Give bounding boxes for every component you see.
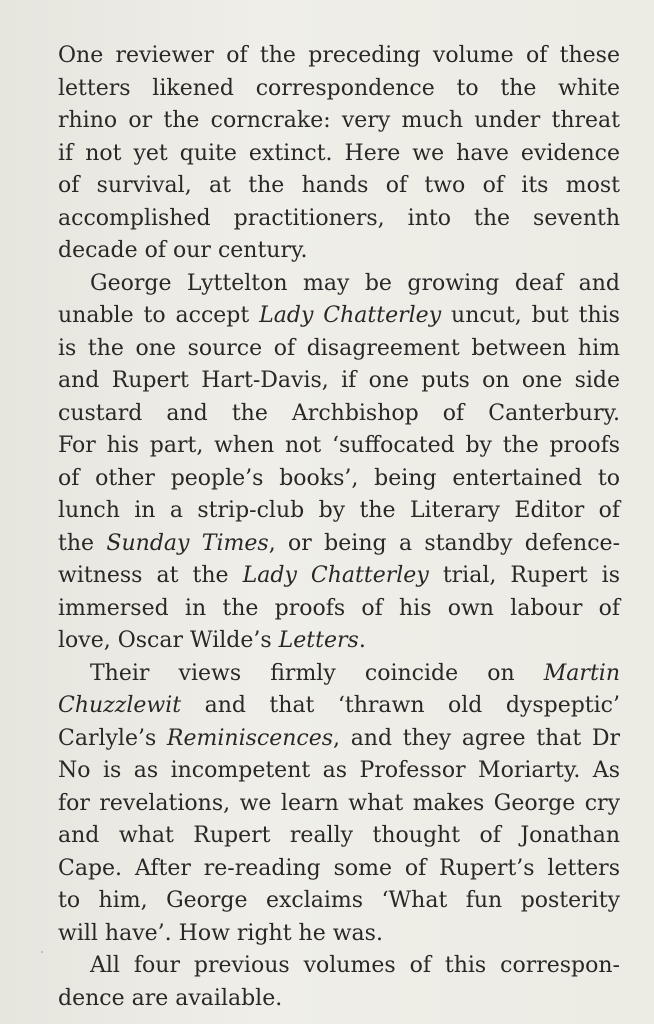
text-line bbox=[58, 690, 620, 723]
text-line bbox=[58, 365, 620, 398]
text-line bbox=[58, 755, 620, 788]
text-run: George Lyttelton may be growing deaf and bbox=[90, 270, 620, 296]
text-line bbox=[58, 723, 620, 756]
text-line bbox=[58, 203, 620, 236]
text-run: immersed in the proofs of his own labour of bbox=[58, 595, 620, 621]
text-line bbox=[58, 73, 620, 106]
italic-title: Chuzzlewit bbox=[58, 693, 182, 718]
text-line bbox=[58, 430, 620, 463]
text-line bbox=[58, 853, 620, 886]
text-run: Their views firmly coincide on bbox=[90, 660, 544, 686]
text-line bbox=[58, 170, 620, 203]
text-run: will have’. How right he was. bbox=[58, 920, 383, 946]
text-run: unable to accept bbox=[58, 303, 260, 328]
text-line bbox=[58, 983, 620, 1016]
text-line bbox=[58, 788, 620, 821]
italic-title: Letters bbox=[278, 628, 359, 653]
italic-title: Lady Chatterley bbox=[259, 303, 442, 328]
text-line bbox=[58, 235, 620, 268]
text-run: of other people’s books’, being entertained to bbox=[58, 465, 620, 491]
text-run: All four previous volumes of this correspon- bbox=[90, 953, 620, 978]
italic-title: Martin bbox=[543, 660, 620, 686]
text-run: and Rupert Hart-Davis, if one puts on one side bbox=[58, 368, 620, 393]
text-run: Carlyle’s bbox=[58, 725, 167, 751]
text-run: and what Rupert really thought of Jonathan bbox=[58, 823, 620, 848]
text-run: One reviewer of the preceding volume of these bbox=[58, 43, 620, 68]
text-run: if not yet quite extinct. Here we have evidence bbox=[58, 140, 620, 166]
text-line bbox=[58, 495, 620, 528]
text-line bbox=[58, 658, 620, 691]
text-line bbox=[58, 398, 620, 431]
text-line bbox=[58, 918, 620, 951]
text-line bbox=[58, 560, 620, 593]
text-run: and that ‘thrawn old dyspeptic’ bbox=[181, 693, 620, 718]
text-run: For his part, when not ‘suffocated by the proofs bbox=[58, 433, 620, 458]
text-run: love, Oscar Wilde’s bbox=[58, 628, 279, 653]
text-line bbox=[58, 138, 620, 171]
italic-title: Reminiscences bbox=[166, 725, 334, 751]
text-run: to him, George exclaims ‘What fun posterity bbox=[58, 888, 620, 913]
text-line bbox=[58, 268, 620, 301]
text-run: lunch in a strip-club by the Literary Editor of bbox=[58, 498, 620, 523]
text-run: custard and the Archbishop of Canterbury. bbox=[58, 400, 620, 426]
blurb-text bbox=[58, 40, 620, 1015]
text-line bbox=[58, 950, 620, 983]
text-run: No is as incompetent as Professor Moriarty. As bbox=[58, 758, 620, 783]
text-line bbox=[58, 463, 620, 496]
text-line bbox=[58, 528, 620, 561]
text-run: for revelations, we learn what makes George cry bbox=[58, 790, 620, 816]
text-line bbox=[58, 333, 620, 366]
text-run: . bbox=[358, 628, 366, 653]
text-run: rhino or the corncrake: very much under threat bbox=[58, 108, 620, 133]
text-line bbox=[58, 625, 620, 658]
italic-title: Sunday Times bbox=[106, 530, 269, 556]
text-run: is the one source of disagreement between him bbox=[58, 335, 620, 361]
text-line bbox=[58, 885, 620, 918]
text-line bbox=[58, 820, 620, 853]
text-run: witness at the bbox=[58, 563, 243, 588]
text-run: , and they agree that Dr bbox=[333, 725, 620, 751]
text-run: letters likened correspondence to the white bbox=[58, 75, 620, 101]
text-run: dence are available. bbox=[58, 985, 283, 1011]
text-run: uncut, but this bbox=[441, 303, 620, 328]
text-run: accomplished practitioners, into the seventh bbox=[58, 205, 620, 231]
text-run: , or being a standby defence- bbox=[268, 530, 621, 556]
text-run: trial, Rupert is bbox=[428, 563, 620, 588]
text-run: of survival, at the hands of two of its most bbox=[58, 173, 620, 198]
paper-speck bbox=[41, 951, 43, 953]
text-line bbox=[58, 593, 620, 626]
text-line bbox=[58, 105, 620, 138]
text-line bbox=[58, 40, 620, 73]
text-run: the bbox=[58, 530, 107, 556]
text-line bbox=[58, 300, 620, 333]
text-run: Cape. After re-reading some of Rupert’s letters bbox=[58, 855, 620, 881]
text-run: decade of our century. bbox=[58, 238, 308, 263]
italic-title: Lady Chatterley bbox=[242, 563, 429, 588]
